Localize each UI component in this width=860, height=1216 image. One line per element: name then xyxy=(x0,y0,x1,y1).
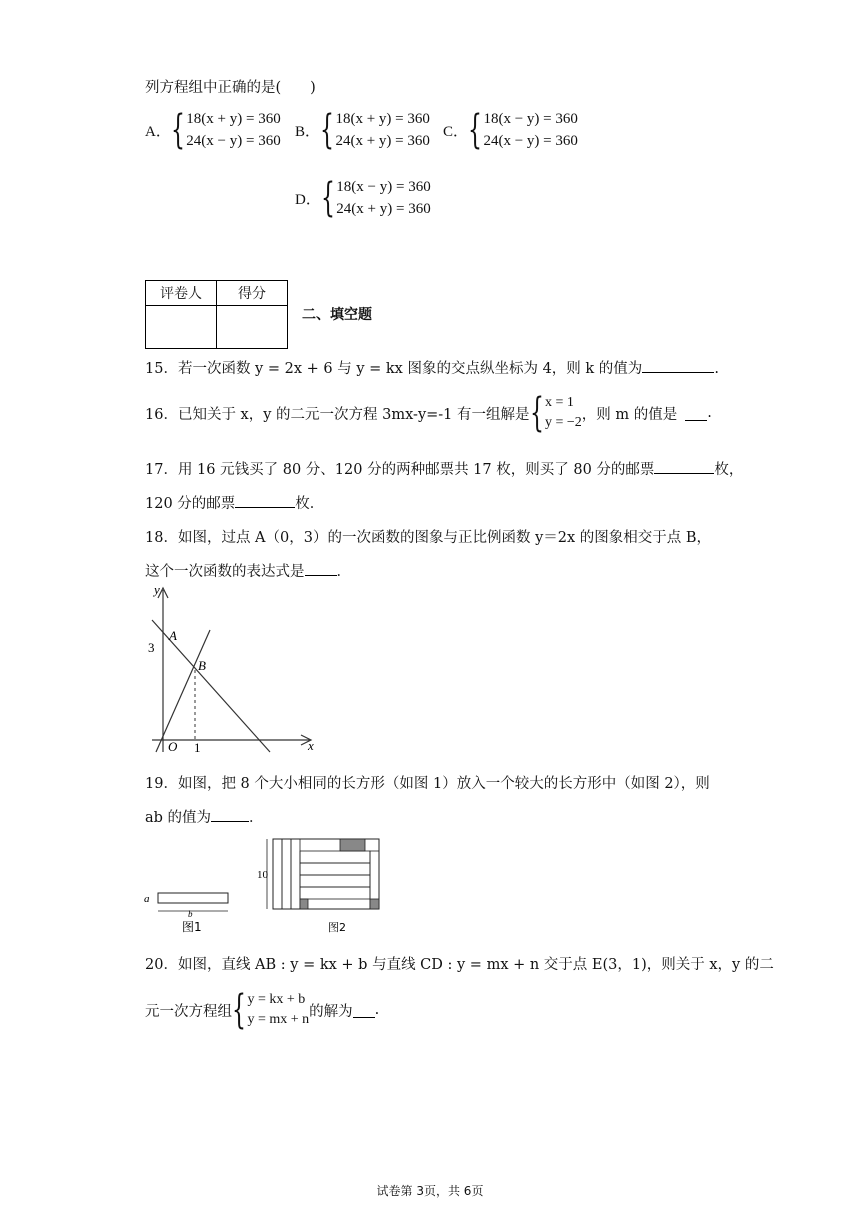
fig2-label-10: 10 xyxy=(257,869,268,881)
q16-eq1: x = 1 xyxy=(544,395,574,410)
q19-answer-blank[interactable] xyxy=(211,807,249,822)
q17-answer-blank-2[interactable] xyxy=(235,493,295,508)
y-axis-label: y xyxy=(154,582,160,597)
fig1-rectangle xyxy=(158,893,228,903)
score-table xyxy=(145,280,288,349)
q18-end: ． xyxy=(336,564,351,580)
tick-x-1: 1 xyxy=(194,740,201,755)
q20-eq1: y = kx + b xyxy=(247,992,306,1007)
q15-answer-blank[interactable] xyxy=(642,358,714,373)
fig2-shaded-bottom-left xyxy=(300,899,308,909)
q20-eq2: y = mx + n xyxy=(247,1012,310,1027)
option-c-eq2: 24(x − y) = 360 xyxy=(483,133,578,149)
option-b-eq1: 18(x + y) = 360 xyxy=(335,111,430,127)
option-d-eq1: 18(x − y) = 360 xyxy=(336,179,431,195)
question-19-line2 xyxy=(145,806,264,827)
option-b-label: B． xyxy=(295,123,321,140)
origin-label: O xyxy=(168,739,178,754)
question-16 xyxy=(145,390,712,436)
fig1-caption: 图1 xyxy=(182,920,202,934)
option-c[interactable] xyxy=(443,108,578,152)
brace-icon: { xyxy=(232,987,246,1033)
q14-tail: 列方程组中正确的是( ) xyxy=(145,80,316,96)
q20-end: . xyxy=(374,1002,380,1018)
score-table-grader: 评卷人 xyxy=(146,281,217,306)
question-17-line1 xyxy=(145,458,743,479)
point-a-label: A xyxy=(169,628,177,643)
q20-answer-blank[interactable] xyxy=(353,1003,375,1018)
question-19-line1: 19．如图，把 8 个大小相同的长方形（如图 1）放入一个较大的长方形中（如图 2），则 xyxy=(145,776,710,792)
q19-end: ． xyxy=(249,810,264,826)
option-a-eq2: 24(x − y) = 360 xyxy=(186,133,281,149)
q19-line2: ab 的值为 xyxy=(145,810,212,826)
option-d[interactable] xyxy=(295,176,431,220)
question-18-line1: 18．如图，过点 A（0，3）的一次函数的图象与正比例函数 y＝2x 的图象相交于点 B， xyxy=(145,530,712,546)
q18-answer-blank[interactable] xyxy=(305,561,337,576)
question-20-line2 xyxy=(145,987,380,1033)
q16-post: ，则 m 的值是 xyxy=(581,406,678,423)
option-c-eq1: 18(x − y) = 360 xyxy=(483,111,578,127)
fig2-caption: 图2 xyxy=(328,921,346,934)
q18-line2: 这个一次函数的表达式是 xyxy=(145,564,305,580)
point-b-label: B xyxy=(198,658,206,673)
q17-line1: 17．用 16 元钱买了 80 分、120 分的两种邮票共 17 枚，则买了 80 分的邮票 xyxy=(145,462,655,478)
brace-icon: { xyxy=(468,107,483,153)
score-table-score: 得分 xyxy=(217,281,288,306)
question-17-line2 xyxy=(145,492,324,513)
fig2-shaded-top xyxy=(340,839,365,851)
line-y-2x xyxy=(156,630,210,752)
q16-end: . xyxy=(707,405,712,421)
q15-end: . xyxy=(714,361,719,377)
x-axis-label: x xyxy=(308,738,314,753)
option-b-eq2: 24(x + y) = 360 xyxy=(335,133,430,149)
brace-icon: { xyxy=(170,107,185,153)
question-20-line1: 20．如图，直线 AB : y = kx + b 与直线 CD : y = mx + n 交于点 E(3，1)，则关于 x，y 的二 xyxy=(145,957,774,973)
q20-post: 的解为 xyxy=(309,1003,353,1020)
q16-eq2: y = −2 xyxy=(544,415,582,430)
question-18-line2 xyxy=(145,560,351,581)
q15-text: 15．若一次函数 y = 2x + 6 与 y = kx 图象的交点纵坐标为 4，则 k 的值为 xyxy=(145,361,643,377)
question-15 xyxy=(145,357,719,378)
brace-icon: { xyxy=(320,175,335,221)
q17-answer-blank-1[interactable] xyxy=(654,459,714,474)
brace-icon: { xyxy=(320,107,335,153)
q20-pre: 元一次方程组 xyxy=(145,1003,232,1020)
q17-line2: 120 分的邮票 xyxy=(145,496,236,512)
section-title: 二、填空题 xyxy=(302,307,372,323)
option-b[interactable] xyxy=(295,108,430,152)
figure-18-graph xyxy=(138,582,328,757)
q16-pre: 16．已知关于 x，y 的二元一次方程 3mx-y=-1 有一组解是 xyxy=(145,406,530,423)
option-a[interactable] xyxy=(145,108,281,152)
option-a-label: A． xyxy=(145,123,171,140)
option-c-label: C． xyxy=(443,123,469,140)
q16-answer-blank[interactable] xyxy=(685,406,707,421)
q17-unit1: 枚， xyxy=(714,462,744,478)
option-d-label: D． xyxy=(295,191,321,208)
tick-y-3: 3 xyxy=(148,640,155,655)
figure-19-rectangles xyxy=(140,835,390,935)
score-table-grader-cell[interactable] xyxy=(146,306,217,349)
option-d-eq2: 24(x + y) = 360 xyxy=(336,201,431,217)
q17-unit2: 枚． xyxy=(295,496,325,512)
page-footer: 试卷第 3页，共 6页 xyxy=(376,1184,484,1198)
option-a-eq1: 18(x + y) = 360 xyxy=(186,111,281,127)
fig1-label-a: a xyxy=(144,893,150,905)
fig2-shaded-bottom-right xyxy=(370,899,379,909)
brace-icon: { xyxy=(529,390,544,436)
fig1-label-b: b xyxy=(188,909,193,919)
score-table-score-cell[interactable] xyxy=(217,306,288,349)
